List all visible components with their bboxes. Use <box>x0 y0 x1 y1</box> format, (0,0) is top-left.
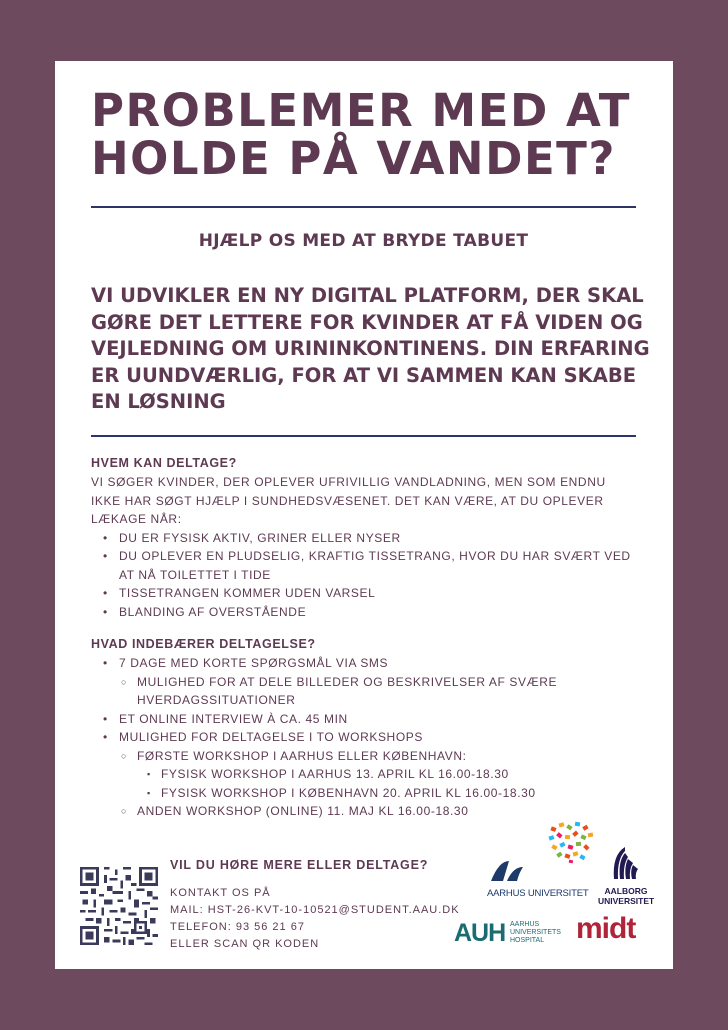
subtitle: HJÆLP OS MED AT BRYDE TABUET <box>198 231 529 251</box>
poster <box>55 61 673 969</box>
auh-logo-text <box>510 921 561 945</box>
body-content <box>91 454 641 821</box>
list-item: • DU ER FYSISK AKTIV, GRINER ELLER NYSER <box>91 529 641 548</box>
list-item: • ET ONLINE INTERVIEW À CA. 45 MIN <box>91 710 641 729</box>
who-text-line: VI SØGER KVINDER, DER OPLEVER UFRIVILLIG VANDLADNING, MEN SOM ENDNU <box>91 475 606 489</box>
auh-text-line: HOSPITAL <box>510 937 545 944</box>
list-item: • MULIGHED FOR DELTAGELSE I TO WORKSHOPS <box>91 728 641 747</box>
who-text-line: IKKE HAR SØGT HJÆLP I SUNDHEDSVÆSENET. DET KAN VÆRE, AT DU OPLEVER <box>91 493 604 508</box>
contact-email[interactable]: MAIL: HST-26-KVT-10-10521@STUDENT.AAU.DK <box>170 904 460 916</box>
list-item: ▪ FYSISK WORKSHOP I AARHUS 13. APRIL KL 16.00-18.30 <box>91 765 641 784</box>
list-item: • DU OPLEVER EN PLUDSELIG, KRAFTIG TISSETRANG, HVOR DU HAR SVÆRT VED <box>91 547 641 566</box>
list-item: • BLANDING AF OVERSTÅENDE <box>91 603 641 622</box>
contact-block <box>170 858 490 953</box>
top-divider <box>91 206 636 208</box>
contact-qr-note: ELLER SCAN QR KODEN <box>170 938 320 950</box>
aalborg-line-2: UNIVERSITET <box>598 896 655 906</box>
auh-text-line: UNIVERSITETS <box>510 929 561 936</box>
qr-code-icon[interactable] <box>80 867 158 945</box>
list-item: ○ FØRSTE WORKSHOP I AARHUS ELLER KØBENHAVN: <box>91 747 641 766</box>
contact-intro: KONTAKT OS PÅ <box>170 887 271 899</box>
colorful-partner-logo-icon <box>547 821 595 865</box>
contact-heading: VIL DU HØRE MERE ELLER DELTAGE? <box>170 858 429 872</box>
aarhus-universitet-logo-icon <box>489 857 529 883</box>
list-item: • TISSETRANGEN KOMMER UDEN VARSEL <box>91 584 641 603</box>
aalborg-line-1: AALBORG <box>604 886 648 896</box>
list-item: • 7 DAGE MED KORTE SPØRGSMÅL VIA SMS <box>91 654 641 673</box>
intro-line: GØRE DET LETTERE FOR KVINDER AT FÅ VIDEN OG <box>91 310 643 334</box>
intro-line: ER UUNDVÆRLIG, FOR AT VI SAMMEN KAN SKABE <box>91 363 637 387</box>
intro-text <box>91 283 650 416</box>
aarhus-universitet-name: AARHUS UNIVERSITET <box>487 888 589 899</box>
what-bullet-list <box>91 654 641 821</box>
list-item-continuation: HVERDAGSSITUATIONER <box>137 693 296 707</box>
who-text <box>91 473 641 529</box>
poster-title <box>91 84 651 185</box>
who-text-line: LÆKAGE NÅR: <box>91 512 182 526</box>
list-item: ○ MULIGHED FOR AT DELE BILLEDER OG BESKRIVELSER AF SVÆRE <box>91 673 641 692</box>
intro-line: VEJLEDNING OM URININKONTINENS. DIN ERFARING <box>91 337 650 360</box>
title-line-2: HOLDE PÅ VANDET? <box>91 132 616 185</box>
who-heading: HVEM KAN DELTAGE? <box>91 456 237 470</box>
list-item-continuation: AT NÅ TOILETTET I TIDE <box>119 567 271 582</box>
region-midt-logo: midt <box>576 912 636 945</box>
intro-line: VI UDVIKLER EN NY DIGITAL PLATFORM, DER SKAL <box>91 284 644 307</box>
aalborg-universitet-name <box>598 886 654 906</box>
title-line-1: PROBLEMER MED AT <box>91 84 632 137</box>
intro-line: EN LØSNING <box>91 390 226 413</box>
contact-phone[interactable]: TELEFON: 93 56 21 67 <box>170 921 305 933</box>
aalborg-universitet-logo-icon <box>608 845 642 881</box>
list-item: ▪ FYSISK WORKSHOP I KØBENHAVN 20. APRIL KL 16.00-18.30 <box>91 784 641 803</box>
middle-divider <box>91 435 636 437</box>
auh-logo-mark: AUH <box>454 919 506 947</box>
who-bullet-list <box>91 529 641 622</box>
auh-text-line: AARHUS <box>510 921 540 928</box>
list-item: ○ ANDEN WORKSHOP (ONLINE) 11. MAJ KL 16.00-18.30 <box>91 802 641 821</box>
what-heading: HVAD INDEBÆRER DELTAGELSE? <box>91 637 316 651</box>
